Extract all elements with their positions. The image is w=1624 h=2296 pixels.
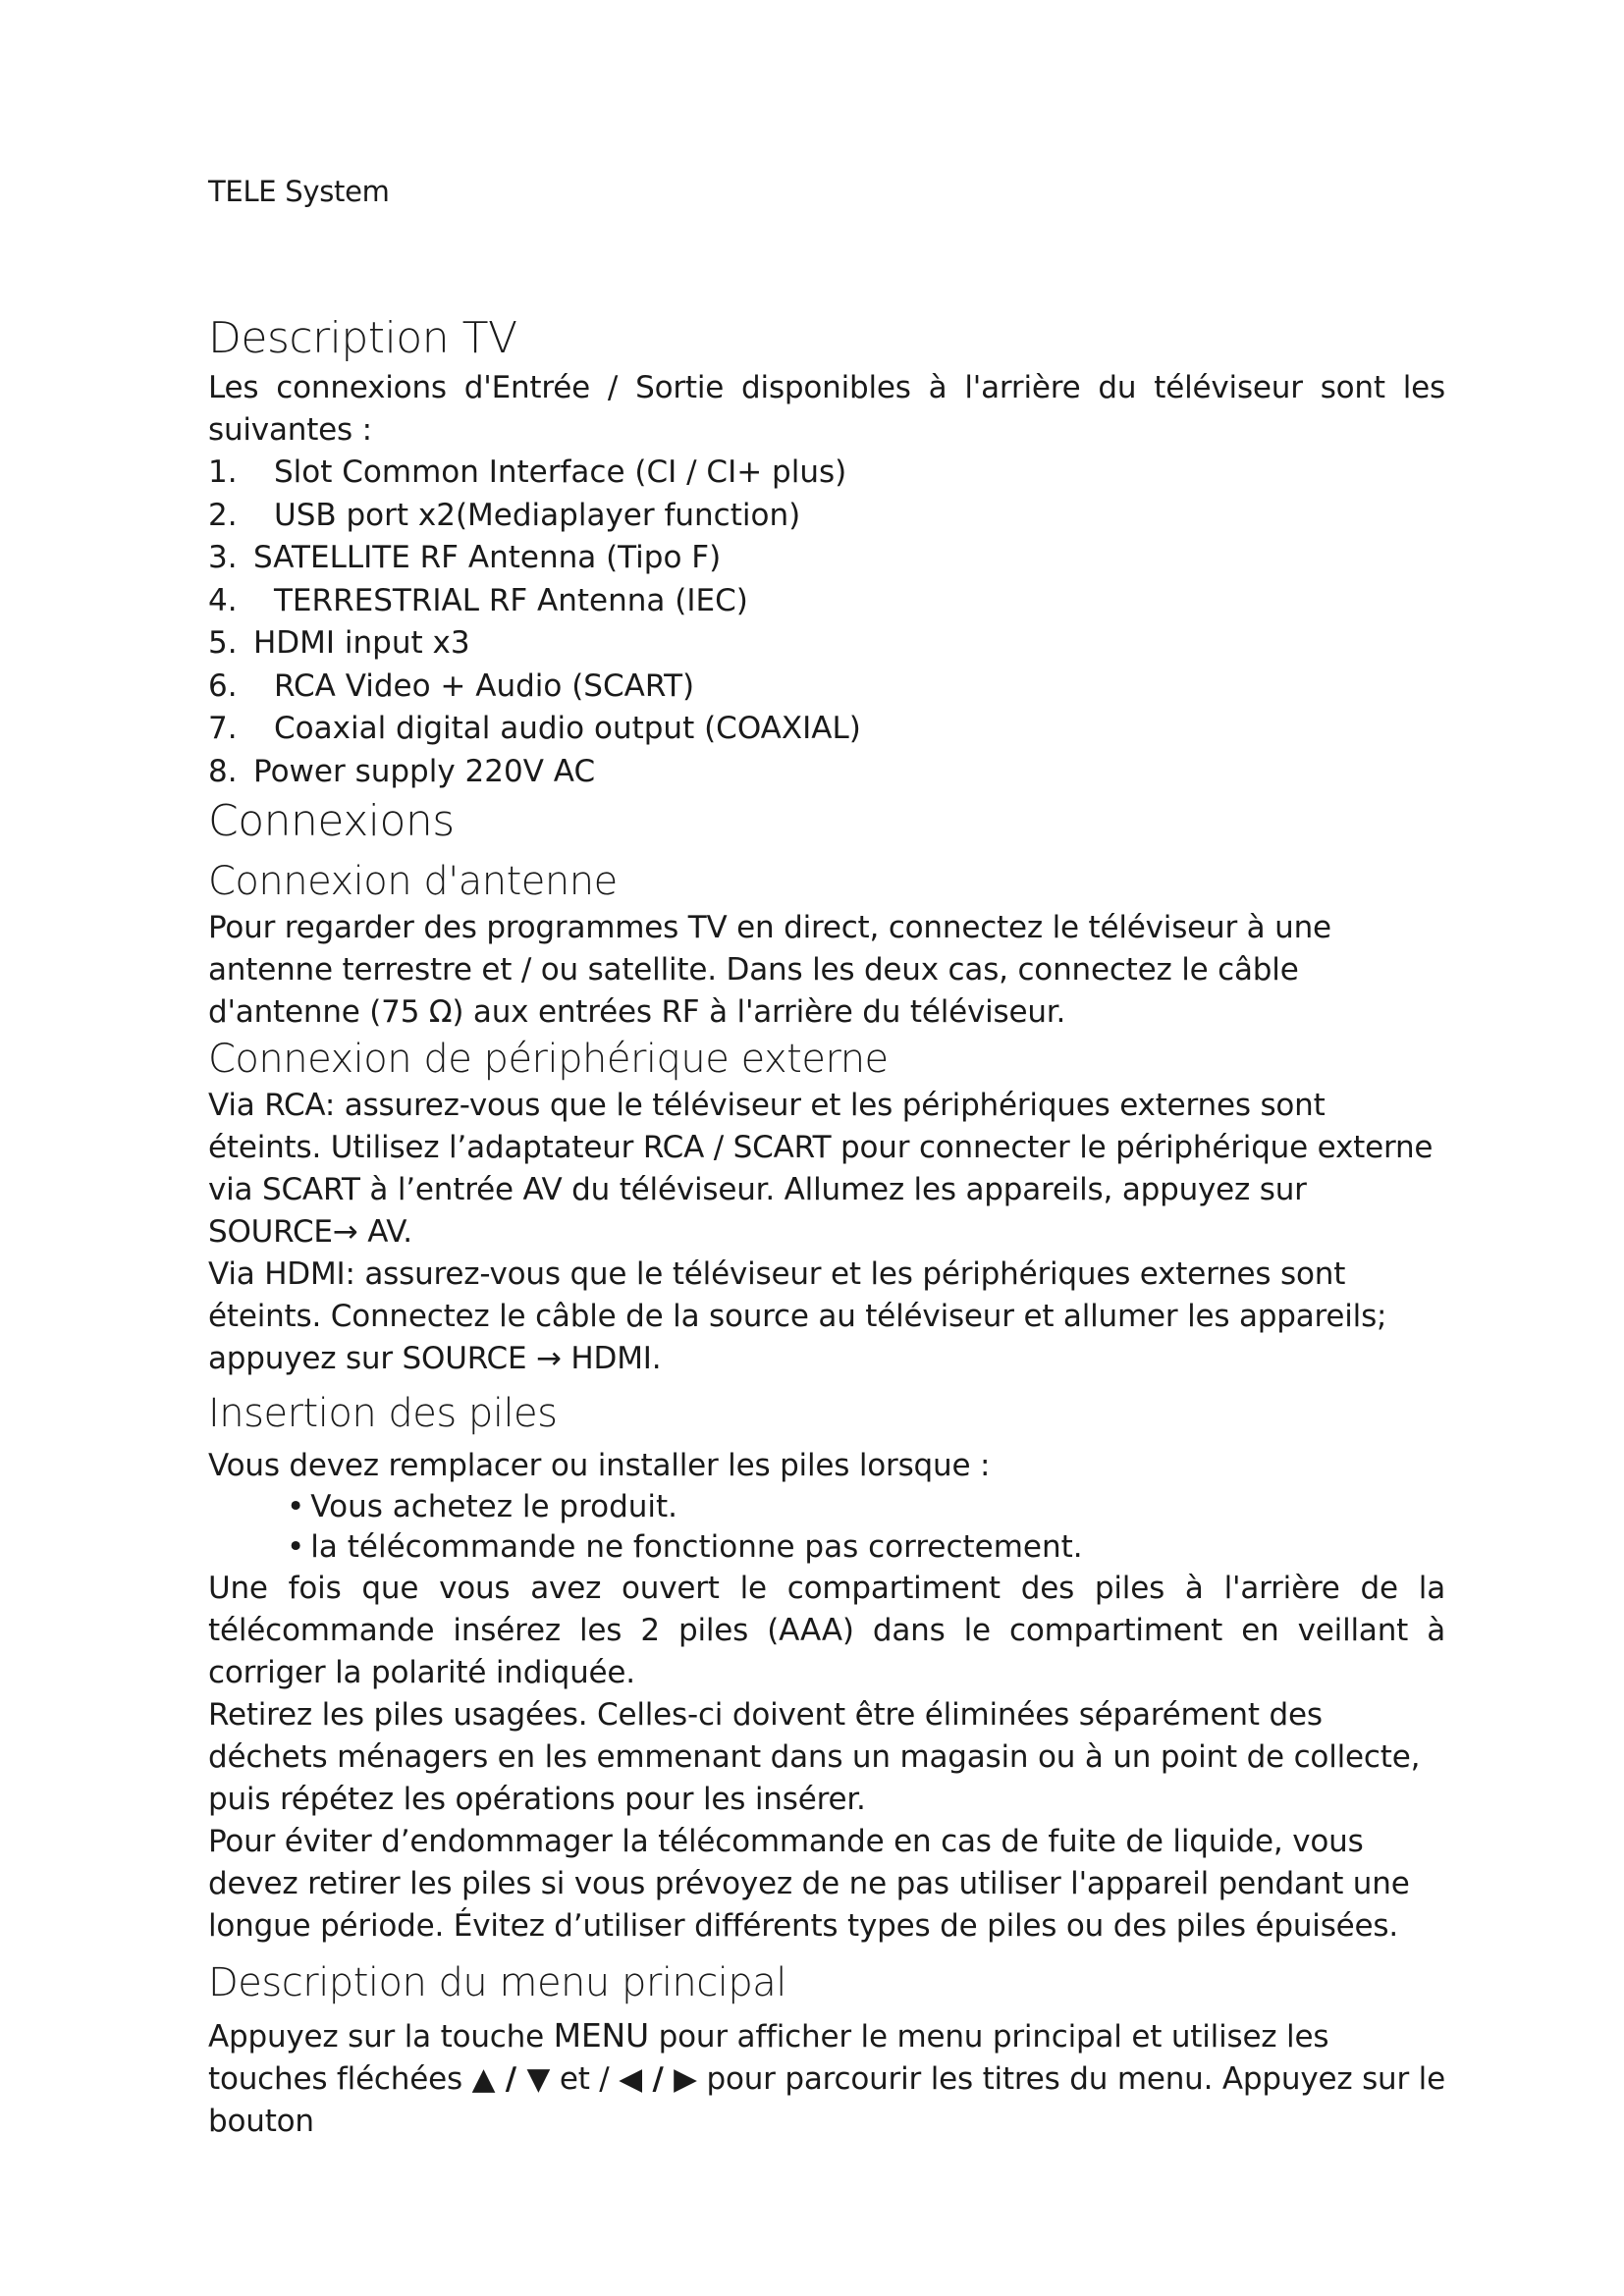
bullet-icon: • bbox=[287, 1529, 305, 1565]
hdmi-label: Via HDMI: bbox=[208, 1256, 355, 1292]
section-title-main-menu: Description du menu principal bbox=[208, 1960, 786, 2005]
list-item bbox=[287, 1527, 1445, 1568]
bullet-text: Vous achetez le produit. bbox=[310, 1489, 678, 1524]
section-title-connexions: Connexions bbox=[208, 796, 455, 846]
batteries-para-2: Retirez les piles usagées. Celles-ci doivent être éliminées séparément des déchets ménagers en les emmenant dans un magasin ou à un point de collecte, puis répétez les opérations pour les insérer. bbox=[208, 1697, 1421, 1817]
list-item-number: 6. bbox=[208, 667, 238, 704]
list-item-number: 2. bbox=[208, 497, 238, 533]
batteries-para-1: Une fois que vous avez ouvert le compartiment des piles à l'arrière de la télécommande insérez les 2 piles (AAA) dans le compartiment en veillant à corriger la polarité indiquée. bbox=[208, 1571, 1445, 1690]
up-down-arrows-icon: ▲ / ▼ bbox=[471, 2061, 551, 2097]
left-right-arrows-icon: ◀ / ▶ bbox=[619, 2061, 697, 2097]
main-menu-text bbox=[208, 2014, 1445, 2143]
connection-list bbox=[208, 452, 1445, 793]
list-item-number: 3. bbox=[208, 540, 238, 575]
antenna-text: Pour regarder des programmes TV en direct, connectez le téléviseur à une antenne terrestre et / ou satellite. Dans les deux cas, connectez le câble d'antenne (75 Ω) aux entrées RF à l'arrière du téléviseur. bbox=[208, 910, 1331, 1030]
batteries-para-3: Pour éviter d’endommager la télécommande en cas de fuite de liquide, vous devez retirer les piles si vous prévoyez de ne pas utiliser l'appareil pendant une longue période. Évitez d’utiliser différents types de piles ou des piles épuisées. bbox=[208, 1824, 1410, 1944]
batteries-bullet-list bbox=[208, 1487, 1445, 1568]
list-item-text: Coaxial digital audio output (COAXIAL) bbox=[274, 711, 861, 746]
rca-paragraph bbox=[208, 1085, 1445, 1254]
list-item-text: HDMI input x3 bbox=[253, 625, 470, 661]
rca-text: assurez-vous que le téléviseur et les périphériques externes sont éteints. Utilisez l’adaptateur RCA / SCART pour connecter le périphérique externe via SCART à l’entrée AV du téléviseur. Allumez les appareils, appuyez sur SOURCE→ AV. bbox=[208, 1088, 1434, 1250]
list-item-number: 5. bbox=[208, 625, 238, 661]
list-item-text: USB port x2(Mediaplayer function) bbox=[274, 497, 801, 533]
menu-text-before: Appuyez sur la touche bbox=[208, 2019, 554, 2055]
section-title-batteries: Insertion des piles bbox=[208, 1391, 558, 1436]
list-item-number: 8. bbox=[208, 753, 238, 789]
hdmi-text: assurez-vous que le téléviseur et les périphériques externes sont éteints. Connectez le câble de la source au téléviseur et allumer les appareils; appuyez sur SOURCE → HDMI. bbox=[208, 1256, 1387, 1376]
list-item bbox=[208, 495, 1445, 538]
list-item bbox=[287, 1487, 1445, 1527]
document-content bbox=[208, 310, 1445, 2143]
list-item bbox=[208, 666, 1445, 709]
menu-text-after: pour parcourir les titres du menu. Appuyez sur le bouton bbox=[208, 2061, 1445, 2139]
list-item-text: RCA Video + Audio (SCART) bbox=[274, 667, 695, 704]
list-item-number: 4. bbox=[208, 582, 238, 618]
menu-key-label: MENU bbox=[553, 2016, 649, 2055]
bullet-text: la télécommande ne fonctionne pas correctement. bbox=[310, 1529, 1083, 1565]
menu-text-mid: pour afficher le menu principal et utilisez les touches fléchées bbox=[208, 2019, 1329, 2097]
batteries-intro: Vous devez remplacer ou installer les piles lorsque : bbox=[208, 1448, 991, 1483]
menu-text-et: et / bbox=[550, 2061, 620, 2097]
list-item-number: 7. bbox=[208, 711, 238, 746]
list-item bbox=[208, 751, 1445, 794]
list-item-text: TERRESTRIAL RF Antenna (IEC) bbox=[274, 582, 748, 618]
bullet-icon: • bbox=[287, 1489, 305, 1524]
hdmi-paragraph bbox=[208, 1254, 1445, 1380]
subsection-title-antenna: Connexion d'antenne bbox=[208, 859, 618, 904]
list-item-text: SATELLITE RF Antenna (Tipo F) bbox=[253, 540, 722, 575]
tv-intro-text: Les connexions d'Entrée / Sortie disponibles à l'arrière du téléviseur sont les suivantes : bbox=[208, 370, 1445, 448]
list-item bbox=[208, 452, 1445, 495]
page-header-brand: TELE System bbox=[208, 175, 390, 208]
list-item bbox=[208, 537, 1445, 580]
list-item-text: Slot Common Interface (CI / CI+ plus) bbox=[274, 454, 847, 490]
list-item-number: 1. bbox=[208, 454, 238, 490]
rca-label: Via RCA: bbox=[208, 1088, 336, 1123]
list-item bbox=[208, 708, 1445, 751]
section-title-description-tv: Description TV bbox=[208, 313, 517, 363]
list-item bbox=[208, 622, 1445, 666]
list-item bbox=[208, 580, 1445, 623]
list-item-text: Power supply 220V AC bbox=[253, 753, 596, 789]
subsection-title-external-device: Connexion de périphérique externe bbox=[208, 1037, 889, 1082]
